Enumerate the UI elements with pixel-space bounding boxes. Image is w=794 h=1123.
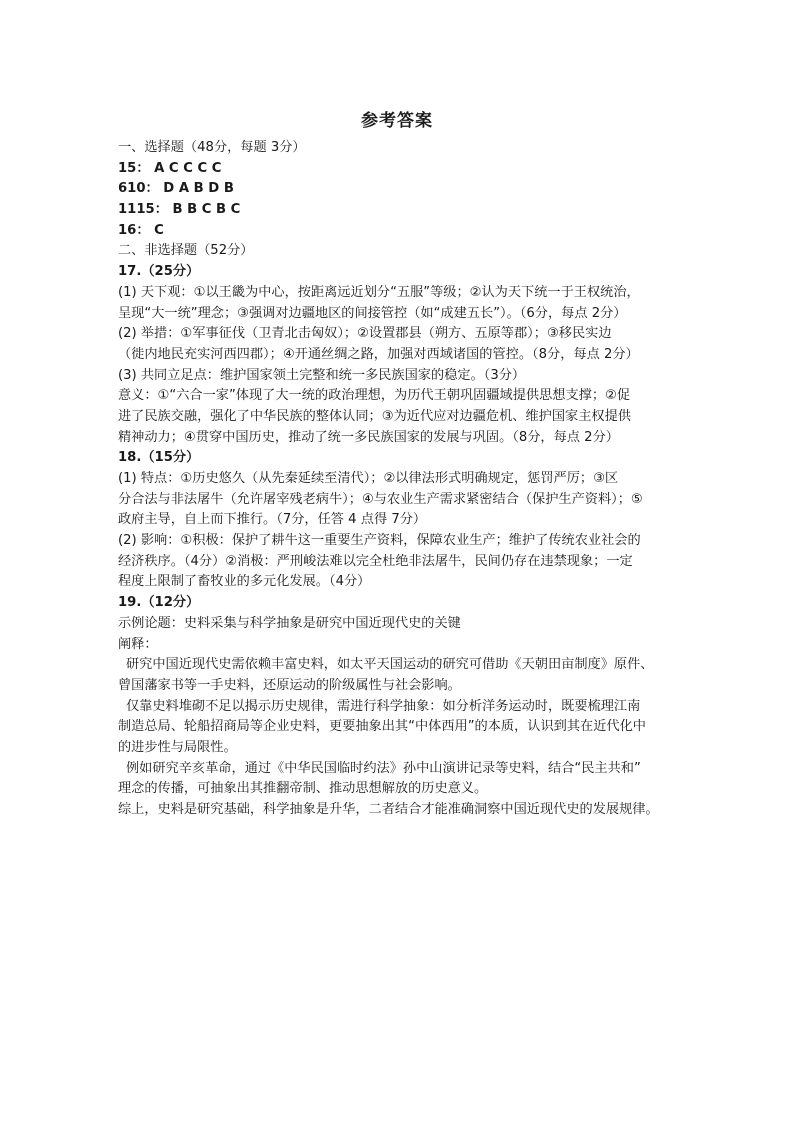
- text-line: 研究中国近现代史需依赖丰富史料，如太平天国运动的研究可借助《天朝田亩制度》原件、: [126, 657, 654, 673]
- page-title: 参考答案: [361, 111, 433, 131]
- text-line: (2) 影响：①积极：保护了耕牛这一重要生产资料，保障农业生产；维护了传统农业社会的: [118, 533, 641, 549]
- text-line: 17.（25分）: [118, 264, 200, 280]
- text-line: 综上，史料是研究基础，科学抽象是升华，二者结合才能准确洞察中国近现代史的发展规律。: [118, 802, 659, 817]
- text-line: 19.（12分）: [118, 595, 200, 611]
- text-line: 经济秩序。（4分）②消极：严刑峻法难以完全杜绝非法屠牛，民间仍存在违禁现象；一定: [118, 553, 633, 569]
- text-line: 精神动力；④贯穿中国历史，推动了统一多民族国家的发展与巩固。（8分，每点 2分）: [118, 429, 619, 445]
- text-line: (1) 天下观：①以王畿为中心，按距离远近划分“五服”等级；②认为天下统一于王权统治，: [118, 284, 640, 300]
- text-line: （徙内地民充实河西四郡）；④开通丝绸之路，加强对西域诸国的管控。（8分，每点 2分）: [118, 346, 639, 362]
- text-line: 610： D A B D B: [118, 181, 234, 197]
- text-line: 阐释：: [118, 636, 158, 652]
- text-line: 1115： B B C B C: [118, 202, 241, 218]
- text-line: 仅靠史料堆砌不足以揭示历史规律，需进行科学抽象：如分析洋务运动时，既要梳理江南: [126, 698, 641, 714]
- text-line: 二、非选择题（52分）: [118, 243, 254, 259]
- text-line: 15： A C C C C: [118, 160, 222, 176]
- text-line: (1) 特点：①历史悠久（从先秦延续至清代）；②以律法形式明确规定，惩罚严厉；③区: [118, 471, 619, 486]
- text-line: 程度上限制了畜牧业的多元化发展。（4分）: [118, 574, 371, 590]
- text-line: 分合法与非法屠牛（允许屠宰残老病牛）；④与农业生产需求紧密结合（保护生产资料）；⑤: [118, 491, 643, 507]
- text-line: 的进步性与局限性。: [118, 739, 237, 755]
- text-line: 进了民族交融，强化了中华民族的整体认同；③为近代应对边疆危机、维护国家主权提供: [118, 408, 631, 424]
- text-line: 例如研究辛亥革命，通过《中华民国临时约法》孙中山演讲记录等史料，结合“民主共和”: [126, 760, 641, 776]
- text-line: 政府主导，自上而下推行。（7分，任答 4 点得 7分）: [118, 512, 427, 528]
- document-body: [118, 138, 690, 821]
- text-line: 意义：①“六合一家”体现了大一统的政治理想，为历代王朝巩固疆域提供思想支撑；②促: [118, 388, 631, 404]
- text-line: (3) 共同立足点：维护国家领土完整和统一多民族国家的稳定。（3分）: [118, 367, 526, 383]
- text-line: 曾国藩家书等一手史料，还原运动的阶级属性与社会影响。: [118, 677, 461, 693]
- text-line: 理念的传播，可抽象出其推翻帝制、推动思想解放的历史意义。: [118, 781, 488, 797]
- text-line: 18.（15分）: [118, 450, 200, 466]
- text-line: 呈现“大一统”理念；③强调对边疆地区的间接管控（如“成建五长”）。（6分，每点 2分）: [118, 305, 627, 321]
- text-line: (2) 举措：①军事征伐（卫青北击匈奴）；②设置郡县（朔方、五原等郡）；③移民实边: [118, 326, 612, 342]
- text-line: 制造总局、轮船招商局等企业史料，更要抽象出其“中体西用”的本质，认识到其在近代化中: [118, 719, 646, 735]
- text-line: 示例论题：史料采集与科学抽象是研究中国近现代史的关键: [118, 615, 461, 631]
- text-line: 16： C: [118, 222, 164, 238]
- text-line: 一、选择题（48分，每题 3分）: [118, 140, 306, 155]
